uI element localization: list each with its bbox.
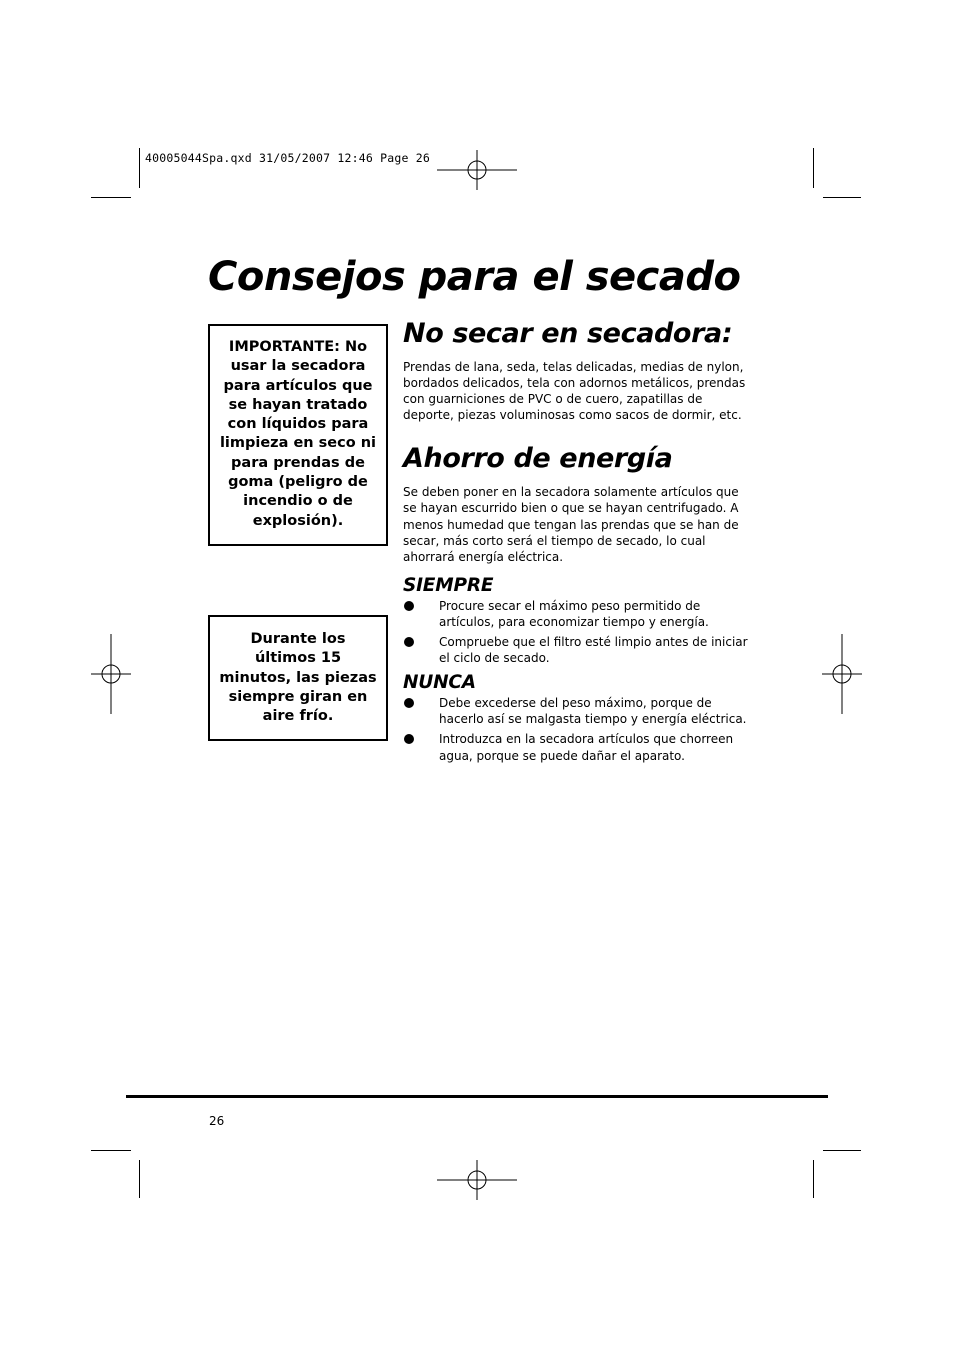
bullet-icon — [404, 601, 414, 611]
note-text: Durante los últimos 15 minutos, las piezas siempre giran en aire frío. — [219, 631, 377, 725]
registration-mark-left — [91, 634, 131, 714]
main-column — [403, 318, 748, 768]
crop-mark-top-left-horizontal — [91, 197, 131, 198]
bullet-icon — [404, 637, 414, 647]
bullet-icon — [404, 698, 414, 708]
ahorro-heading: Ahorro de energía — [403, 443, 673, 475]
crop-mark-top-right-horizontal — [823, 197, 861, 198]
registration-mark-bottom — [437, 1160, 517, 1200]
registration-mark-top — [437, 150, 517, 190]
footer-rule — [126, 1095, 828, 1098]
warning-text: IMPORTANTE: No usar la secadora para artículos que se hayan tratado con líquidos para limpieza en seco ni para prendas de goma (peligro de incendio o de explosión). — [219, 339, 377, 529]
ahorro-body: Se deben poner en la secadora solamente artículos que se hayan escurrido bien o que se hayan centrifugado. A menos humedad que tengan las prendas que se han de secar, más corto será el tiempo de secado, lo cual ahorrará energía eléctrica. — [403, 485, 739, 564]
bullet-icon — [404, 734, 414, 744]
crop-mark-bottom-right-horizontal — [823, 1150, 861, 1151]
crop-mark-bottom-left-horizontal — [91, 1150, 131, 1151]
note-box — [208, 615, 388, 741]
print-slug: 40005044Spa.qxd 31/05/2007 12:46 Page 26 — [145, 151, 430, 165]
siempre-list — [403, 598, 748, 666]
crop-mark-bottom-left-vertical — [139, 1160, 140, 1198]
crop-mark-top-left-vertical — [139, 148, 140, 188]
crop-mark-bottom-right-vertical — [813, 1160, 814, 1198]
registration-mark-right — [822, 634, 862, 714]
list-item: Debe excederse del peso máximo, porque de hacerlo así se malgasta tiempo y energía eléctrica. — [403, 695, 748, 727]
nunca-list — [403, 695, 748, 763]
no-secar-heading: No secar en secadora: — [403, 318, 733, 349]
no-secar-body: Prendas de lana, seda, telas delicadas, medias de nylon, bordados delicados, tela con adornos metálicos, prendas con guarniciones de PVC o de cuero, zapatillas de deporte, piezas voluminosas como sacos de dormir, etc. — [403, 360, 746, 423]
nunca-heading: NUNCA — [403, 672, 476, 694]
list-item: Procure secar el máximo peso permitido de artículos, para economizar tiempo y energía. — [403, 598, 748, 630]
list-item: Compruebe que el filtro esté limpio antes de iniciar el ciclo de secado. — [403, 634, 748, 666]
page-number: 26 — [209, 1114, 225, 1128]
crop-mark-top-right-vertical — [813, 148, 814, 188]
list-item: Introduzca en la secadora artículos que chorreen agua, porque se puede dañar el aparato. — [403, 731, 748, 763]
siempre-heading: SIEMPRE — [403, 574, 494, 596]
warning-box — [208, 324, 388, 546]
page-title: Consejos para el secado — [208, 254, 741, 300]
